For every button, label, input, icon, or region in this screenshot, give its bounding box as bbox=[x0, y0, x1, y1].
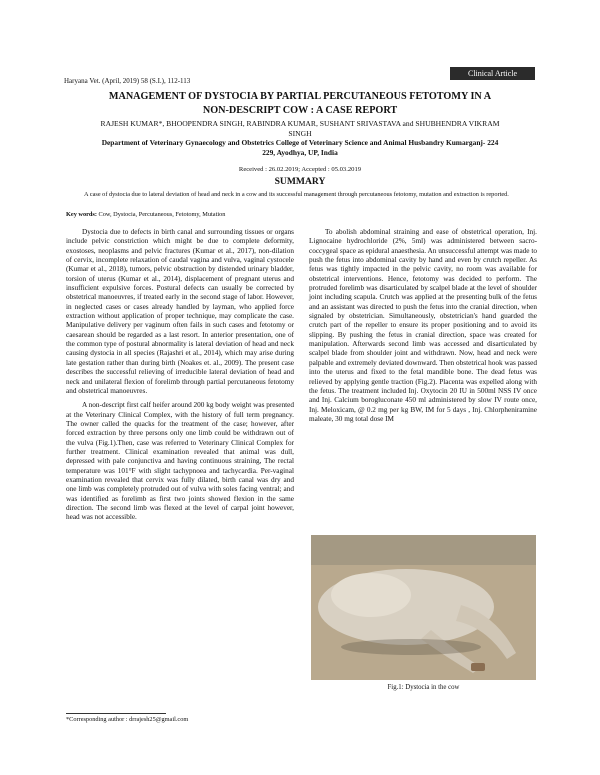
hoof bbox=[471, 663, 485, 671]
footnote-divider bbox=[66, 713, 166, 714]
cow-flank bbox=[331, 573, 411, 617]
keywords-list: Cow, Dystocia, Percutaneous, Fetotomy, Mutation bbox=[96, 211, 226, 218]
figure-dystocia-photo bbox=[311, 535, 536, 680]
corresponding-author-footnote: *Corresponding author : drrajesh25@gmail.com bbox=[66, 716, 189, 723]
cow-photo-illustration bbox=[311, 535, 536, 680]
body-paragraph: A non-descript first calf heifer around 200 kg body weight was presented at the Veterinary Clinical Complex, with the history of full term pregnancy. The owner called the quacks for the treatment of the case; however, after forced extraction by three persons only one limb could be withdrawn out of the vulva (Fig.1).Then, case was referred to Veterinary Clinical Complex for further treatment. Clinical examination revealed that animal was dull, depressed with pale conjunctiva and having continuous straining, The rectal temperature was 101°F with slight tachypnoea and tachycardia. Per-vaginal examination revealed that cervix was fully dilated, birth canal was dry and one limb was completely protruded out of vulva with soles facing ventral; and was identified as forelimb as first two joints showed flexion in the same direction. The second limb was flexed at the level of carpal joint however, head was not accessible. bbox=[66, 401, 295, 522]
figure-caption: Fig.1: Dystocia in the cow bbox=[387, 684, 460, 691]
right-column bbox=[309, 228, 537, 424]
summary-heading: SUMMARY bbox=[274, 176, 326, 187]
body-paragraph: Dystocia due to defects in birth canal and surrounding tissues or organs include pelvic constriction which might be due to complete deformity, exostoses, neoplasms and pelvic fractures (Kumar et al., 2017), non-dilation of cervix, incomplete relaxation of caudal vagina and vulva, vaginal cystocele (Kumar et al., 2018), tumors, pelvic obstruction by distended urinary bladder, torsion of uterus (Kumar et al., 2014), displacement of pregnant uterus and insufficient expulsive forces. Postural defects can usually be corrected by obstetrical manoeuvres, if treated early in the second stage of labor. However, in neglected cases or cases already handled by layman, who applied force extraction without application of proper technique, may complicate the case. Manipulative delivery per vaginum often fails in such cases and fetotomy or caesarean should be regarded as a last resort. In anterior presentation, one of the common type of postural abnormality is lateral deviation of head and neck causing dystocia in all species (Rajashri et al., 2014), which may arise during late gestation rather than during birth (Noakes et. al., 2009). The present case describes the successful relieving of irreducible lateral deviation of head and neck and unilateral flexion of forelimb through partial percutaneous fetotomy and obstetrical manoeuvres. bbox=[66, 228, 294, 395]
received-accepted-dates: Received : 26.02.2019; Accepted : 05.03.2019 bbox=[238, 166, 362, 173]
summary-text: A case of dystocia due to lateral deviation of head and neck in a cow and its successful management through percutaneous fetotomy, mutation and extraction is reported. bbox=[84, 191, 509, 198]
article-title: MANAGEMENT OF DYSTOCIA BY PARTIAL PERCUTANEOUS FETOTOMY IN A NON-DESCRIPT COW : A CASE REPORT bbox=[108, 91, 492, 116]
keywords bbox=[66, 210, 538, 219]
author-list: RAJESH KUMAR*, BHOOPENDRA SINGH, RABINDRA KUMAR, SUSHANT SRIVASTAVA and SHUBHENDRA VIKRAM SINGH bbox=[100, 119, 500, 138]
keywords-label: Key words: bbox=[66, 211, 97, 218]
background-wall bbox=[311, 535, 536, 565]
body-paragraph: To abolish abdominal straining and ease of obstetrical operation, Inj. Lignocaine hydrochloride (2%, 5ml) was administered between sacro-coccygeal space as epidural anaesthesia. An unsuccessful attempt was made to push the fetus into abdominal cavity by hand and even by crutch repeller. As fetus was tightly impacted in the pelvic cavity, no room was available for obstetrical interventions. Hence, fetotomy was decided to perform. The protruded forelimb was disarticulated by scalpel blade at the level of shoulder joint including scapula. Crutch was applied at the presenting bulk of the fetus and an assistant was directed to push the fetus into the cranial direction, when signaled by obstetrician. Simultaneously, obstetrician's hand guarded the crutch part of the repeller to ensure its proper positioning and to avoid its slipping. By pushing the fetus in cranial direction, space was created for manipulation. Afterwards second limb was accessed and disarticulated by scalpel blade from shoulder joint and withdrawn. Now, head and neck were palpable and extremely deviated downward. Then obstetrical hook was passed into the uterus and fixed to the fetal mandible bone. The dead fetus was relieved by applying gentle traction (Fig.2). Placenta was expelled along with the fetus. The treatment included Inj. Oxytocin 20 IU in 500ml NSS IV once and Inj. Calcium borogluconate 450 ml administered by slow IV route once, Inj. Meloxicam, @ 0.2 mg per kg BW, IM for 5 days , Inj. Chlorpheniramine maleate, 30 mg total dose IM bbox=[309, 228, 537, 423]
shadow bbox=[341, 639, 481, 655]
left-column bbox=[66, 228, 294, 523]
section-badge: Clinical Article bbox=[450, 67, 535, 80]
journal-citation: Haryana Vet. (April, 2019) 58 (S.I.), 112-113 bbox=[64, 77, 191, 85]
affiliation: Department of Veterinary Gynaecology and Obstetrics College of Veterinary Science and Animal Husbandry Kumarganj- 224 229, Ayodhya, UP, India bbox=[101, 138, 499, 157]
